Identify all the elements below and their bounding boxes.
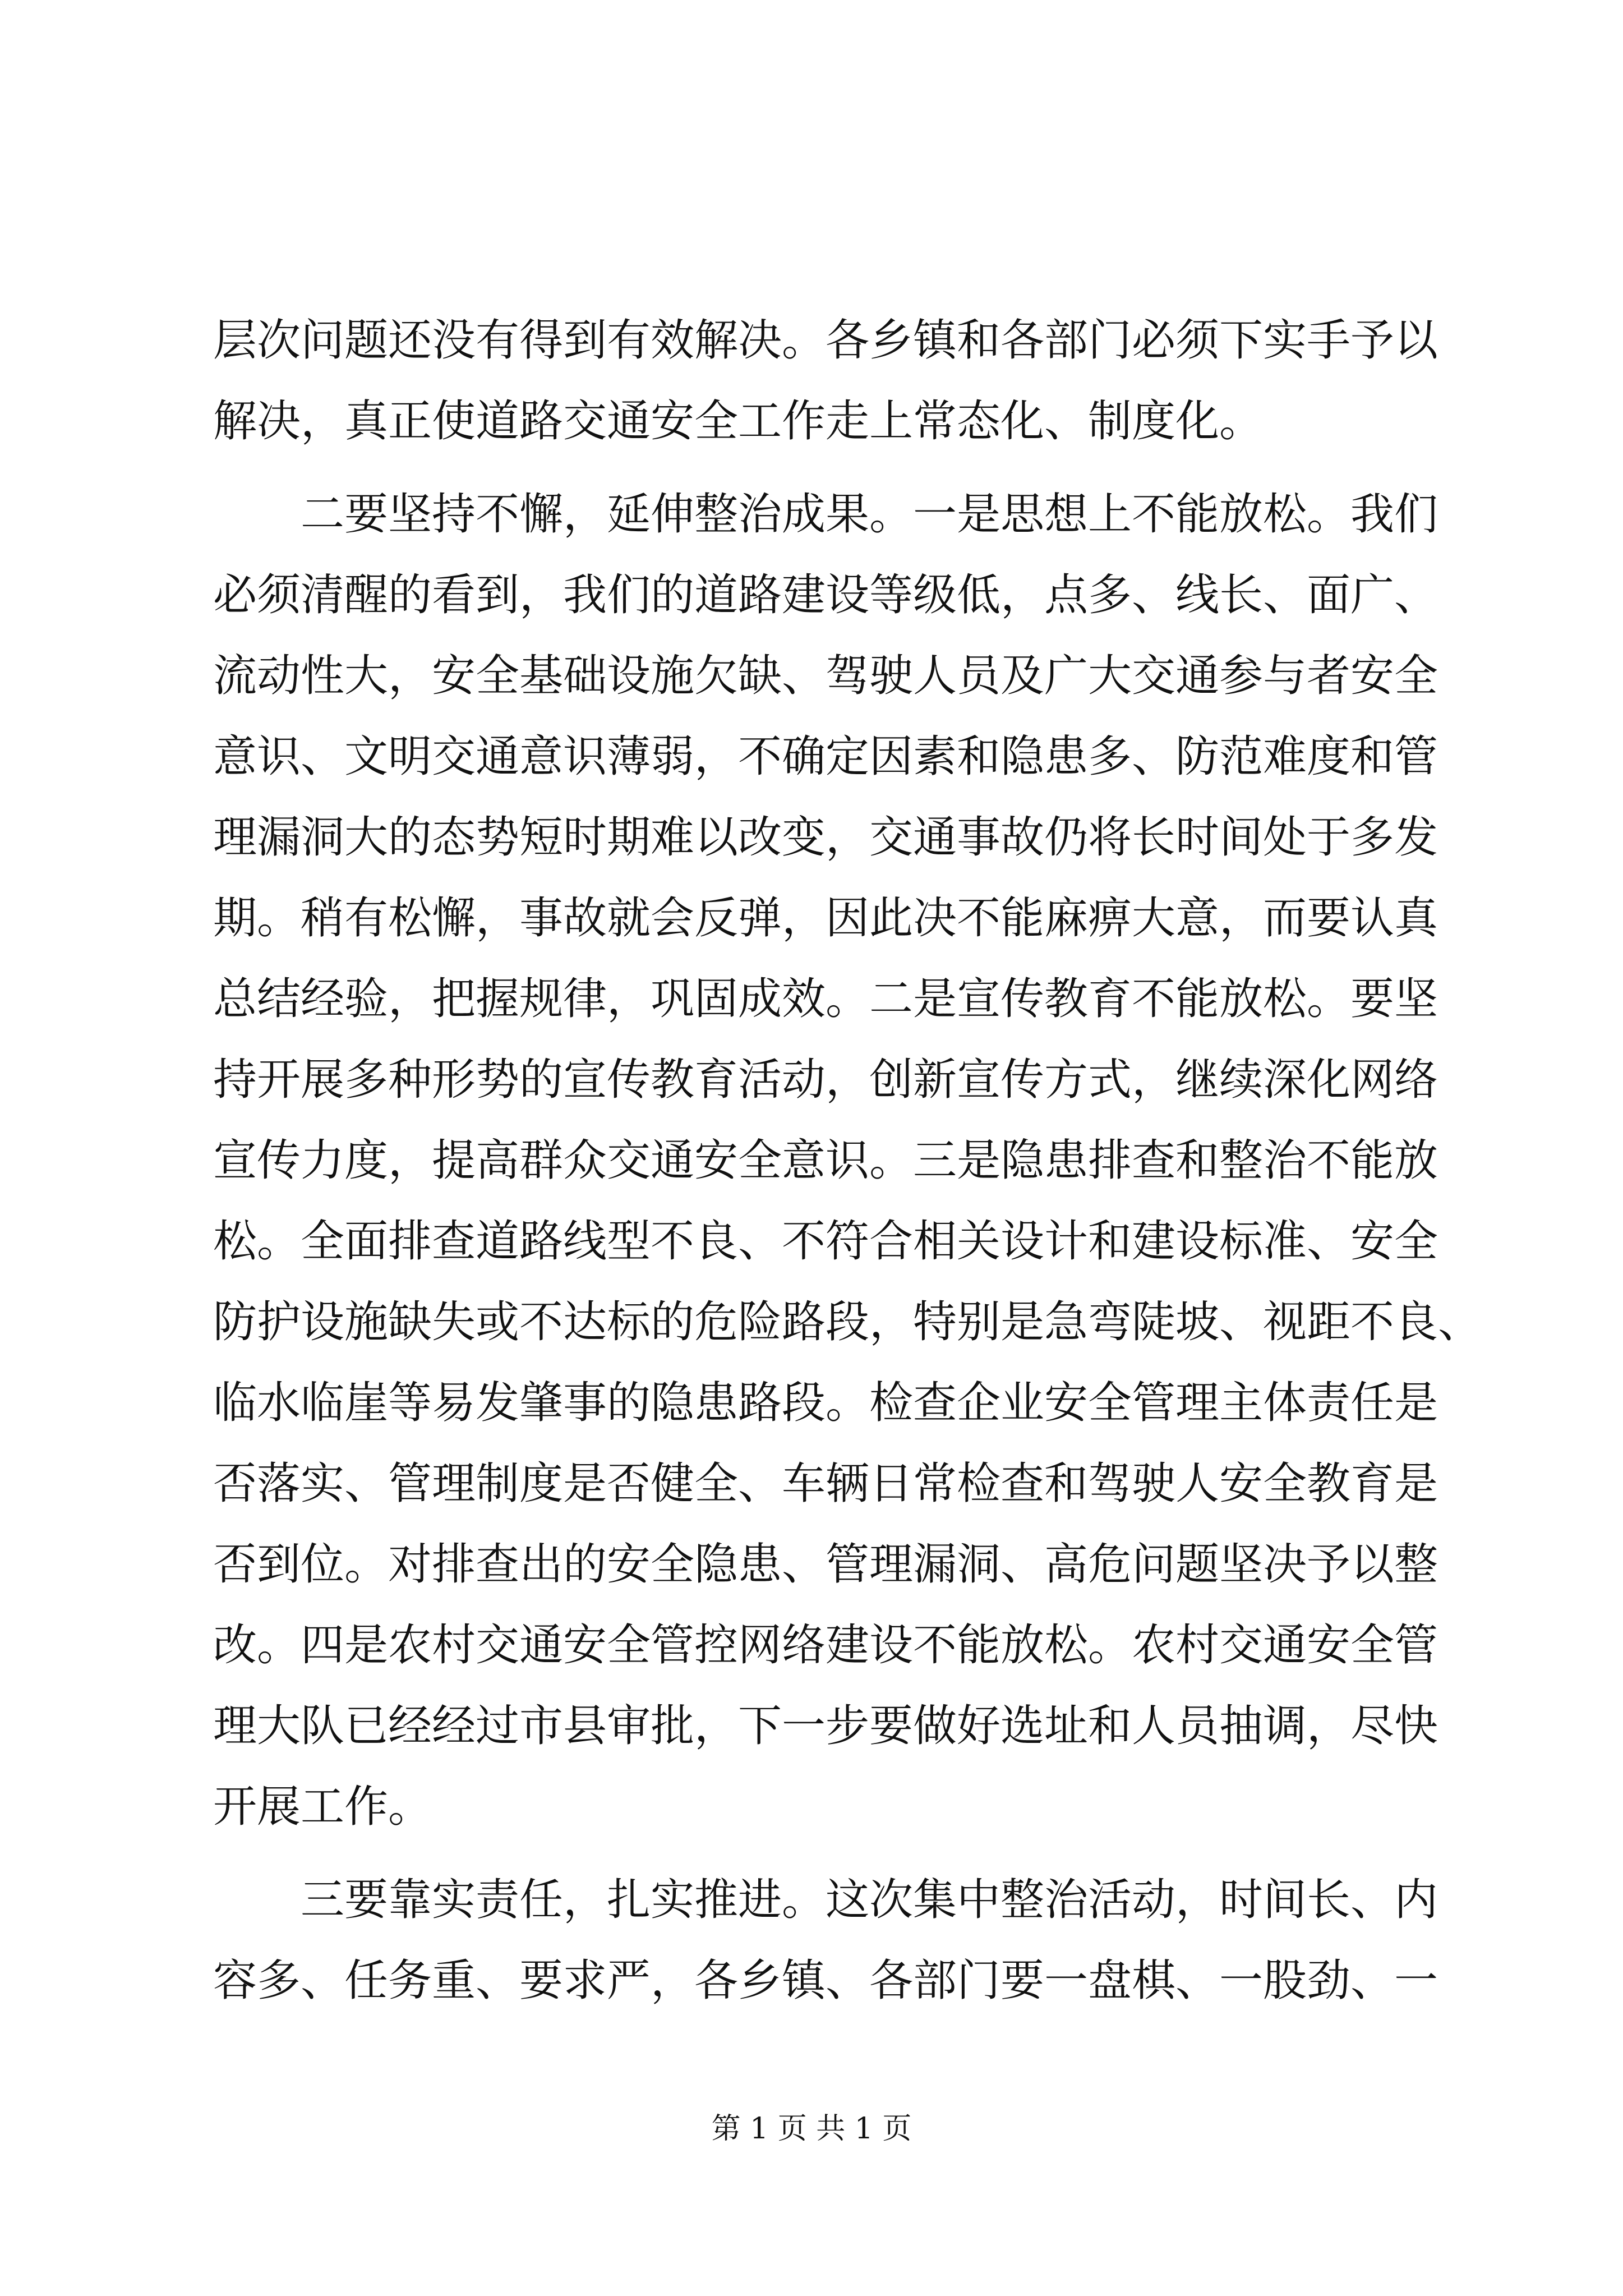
text-line: 宣传力度，提高群众交通安全意识。三是隐患排查和整治不能放 [213, 1135, 1438, 1186]
text-line: 持开展多种形势的宣传教育活动，创新宣传方式，继续深化网络 [213, 1055, 1438, 1105]
document-body [213, 300, 1482, 2021]
text-line: 意识、文明交通意识薄弱，不确定因素和隐患多、防范难度和管 [213, 731, 1438, 782]
text-line: 理漏洞大的态势短时期难以改变，交通事故仍将长时间处于多发 [213, 812, 1438, 863]
text-line: 开展工作。 [213, 1782, 432, 1832]
text-line: 否落实、管理制度是否健全、车辆日常检查和驾驶人安全教育是 [213, 1458, 1438, 1509]
text-line: 流动性大，安全基础设施欠缺、驾驶人员及广大交通参与者安全 [213, 651, 1438, 701]
text-line: 期。稍有松懈，事故就会反弹，因此决不能麻痹大意，而要认真 [213, 893, 1438, 944]
text-line: 层次问题还没有得到有效解决。各乡镇和各部门必须下实手予以 [213, 315, 1438, 366]
text-line: 解决，真正使道路交通安全工作走上常态化、制度化。 [213, 396, 1264, 447]
text-line: 必须清醒的看到，我们的道路建设等级低，点多、线长、面广、 [213, 570, 1438, 620]
text-line: 防护设施缺失或不达标的危险路段，特别是急弯陡坡、视距不良、 [213, 1297, 1482, 1347]
text-line: 改。四是农村交通安全管控网络建设不能放松。农村交通安全管 [213, 1620, 1438, 1671]
page-footer: 第 1 页 共 1 页 [711, 2112, 912, 2146]
text-line: 理大队已经经过市县审批，下一步要做好选址和人员抽调，尽快 [213, 1701, 1438, 1751]
text-line: 总结经验，把握规律，巩固成效。二是宣传教育不能放松。要坚 [213, 974, 1438, 1024]
text-line: 临水临崖等易发肇事的隐患路段。检查企业安全管理主体责任是 [213, 1378, 1438, 1428]
text-line: 容多、任务重、要求严，各乡镇、各部门要一盘棋、一股劲、一 [213, 1955, 1438, 2006]
text-line: 三要靠实责任，扎实推进。这次集中整治活动，时间长、内 [213, 1875, 1438, 1925]
text-line: 否到位。对排查出的安全隐患、管理漏洞、高危问题坚决予以整 [213, 1539, 1438, 1590]
text-line: 二要坚持不懈，延伸整治成果。一是思想上不能放松。我们 [213, 489, 1438, 540]
text-line: 松。全面排查道路线型不良、不符合相关设计和建设标准、安全 [213, 1216, 1438, 1267]
